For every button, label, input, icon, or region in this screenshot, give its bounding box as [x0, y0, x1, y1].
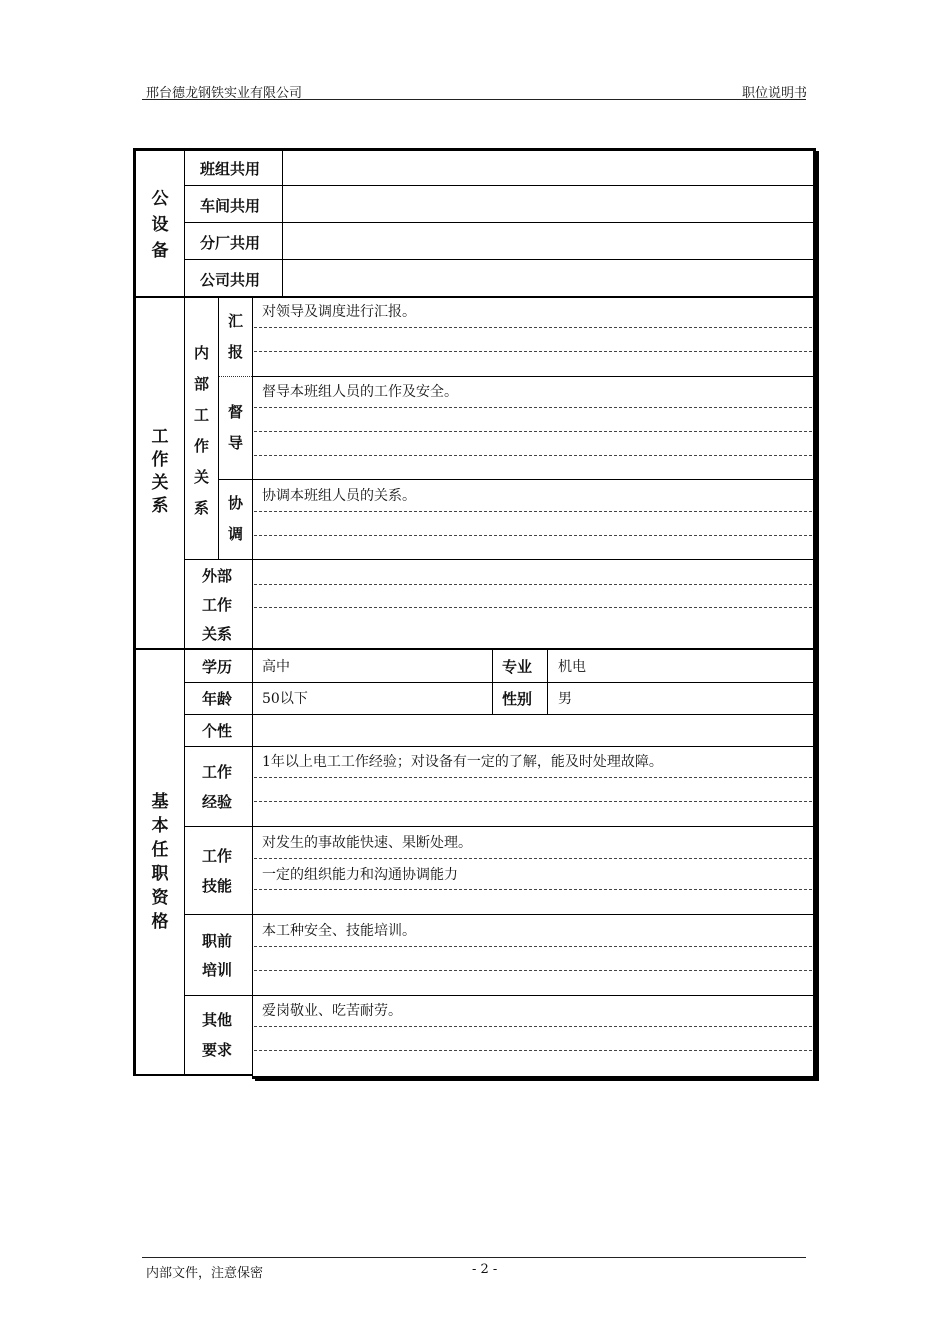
skills-label-1: 工作 — [202, 847, 233, 865]
age-label: 年龄 — [202, 690, 233, 708]
row-line — [185, 682, 813, 683]
report-text: 对领导及调度进行汇报。 — [262, 304, 416, 320]
equipment-row-company: 公司共用 — [200, 271, 261, 289]
internal-relations-text: 内部工作关系 — [194, 344, 210, 517]
footer-confidential-note: 内部文件，注意保密 — [146, 1266, 264, 1281]
supervise-text: 督导本班组人员的工作及安全。 — [262, 384, 458, 400]
row-line — [185, 914, 813, 915]
skills-label-2: 技能 — [202, 877, 233, 895]
row-line — [185, 995, 813, 996]
supervise-label — [219, 397, 252, 459]
header-company: 邢台德龙钢铁实业有限公司 — [146, 86, 303, 101]
footer-divider — [142, 1257, 806, 1258]
row-line — [185, 826, 813, 827]
external-label-2: 工作 — [202, 596, 233, 614]
dashed-line — [254, 455, 812, 456]
external-label-1: 外部 — [202, 567, 233, 585]
education-label: 学历 — [202, 658, 233, 676]
dashed-line — [254, 431, 812, 432]
dashed-line — [254, 407, 812, 408]
other-text: 爱岗敬业、吃苦耐劳。 — [262, 1003, 402, 1019]
row-line — [185, 746, 813, 747]
gender-value: 男 — [558, 691, 572, 707]
footer-page-number: - 2 - — [472, 1262, 498, 1277]
age-value: 50以下 — [262, 691, 308, 707]
equipment-section-label — [136, 186, 184, 264]
row-line — [219, 479, 813, 480]
frame-left-border — [133, 148, 136, 1076]
internal-relations-label — [185, 338, 218, 524]
training-label-2: 培训 — [202, 961, 233, 979]
other-label-2: 要求 — [202, 1041, 233, 1059]
dashed-line — [254, 1050, 812, 1051]
gender-label: 性别 — [502, 690, 533, 708]
dashed-line — [254, 801, 812, 802]
equipment-row-team: 班组共用 — [200, 160, 261, 178]
relations-section-text: 工作关系 — [151, 427, 169, 516]
equipment-row-branch: 分厂共用 — [200, 234, 261, 252]
report-label-text: 汇报 — [228, 312, 244, 361]
dashed-line — [254, 607, 812, 608]
major-value: 机电 — [558, 659, 586, 675]
supervise-label-text: 督导 — [228, 403, 244, 452]
equipment-row-workshop: 车间共用 — [200, 197, 261, 215]
row-line — [185, 222, 813, 223]
skills-text-1: 对发生的事故能快速、果断处理。 — [262, 835, 472, 851]
frame-bottom-shadow — [255, 1079, 819, 1081]
section-divider-relations — [136, 296, 813, 298]
dashed-line — [254, 327, 812, 328]
frame-right-shadow — [816, 151, 819, 1081]
experience-label-2: 经验 — [202, 793, 233, 811]
dashed-line — [254, 351, 812, 352]
row-line — [185, 559, 813, 560]
qualifications-section-text: 基本任职资格 — [151, 792, 169, 932]
coordinate-label-text: 协调 — [228, 494, 244, 543]
dashed-line — [254, 535, 812, 536]
skills-text-2: 一定的组织能力和沟通协调能力 — [262, 867, 458, 883]
external-label-3: 关系 — [202, 625, 233, 643]
training-text: 本工种安全、技能培训。 — [262, 923, 416, 939]
dashed-line — [254, 970, 812, 971]
relations-section-label — [136, 426, 184, 518]
dashed-line — [254, 511, 812, 512]
personality-label: 个性 — [202, 722, 233, 740]
dashed-line — [254, 1026, 812, 1027]
header-doc-title: 职位说明书 — [741, 86, 807, 101]
section-divider-qualifications — [136, 648, 813, 650]
dashed-line — [254, 777, 812, 778]
report-label — [219, 306, 252, 368]
training-label-1: 职前 — [202, 932, 233, 950]
row-line — [185, 259, 813, 260]
row-line — [253, 376, 813, 377]
major-label: 专业 — [502, 658, 533, 676]
dotted-divider — [219, 376, 252, 377]
dashed-line — [254, 889, 812, 890]
col-divider-equipment — [282, 151, 283, 297]
qualifications-section-label — [136, 790, 184, 934]
row-line — [185, 714, 813, 715]
dashed-line — [254, 946, 812, 947]
coordinate-label — [219, 488, 252, 550]
frame-bottom-left — [133, 1074, 253, 1076]
experience-label-1: 工作 — [202, 763, 233, 781]
dashed-line — [254, 584, 812, 585]
col-divider-2 — [252, 297, 253, 1076]
frame-top-border — [133, 148, 815, 151]
row-line — [185, 185, 813, 186]
col-divider-1 — [184, 151, 185, 1075]
dashed-line — [254, 858, 812, 859]
equipment-section-text: 公设备 — [151, 189, 169, 261]
education-value: 高中 — [262, 659, 290, 675]
coordinate-text: 协调本班组人员的关系。 — [262, 488, 416, 504]
other-label-1: 其他 — [202, 1011, 233, 1029]
experience-text: 1年以上电工工作经验；对设备有一定的了解，能及时处理故障。 — [262, 754, 663, 770]
